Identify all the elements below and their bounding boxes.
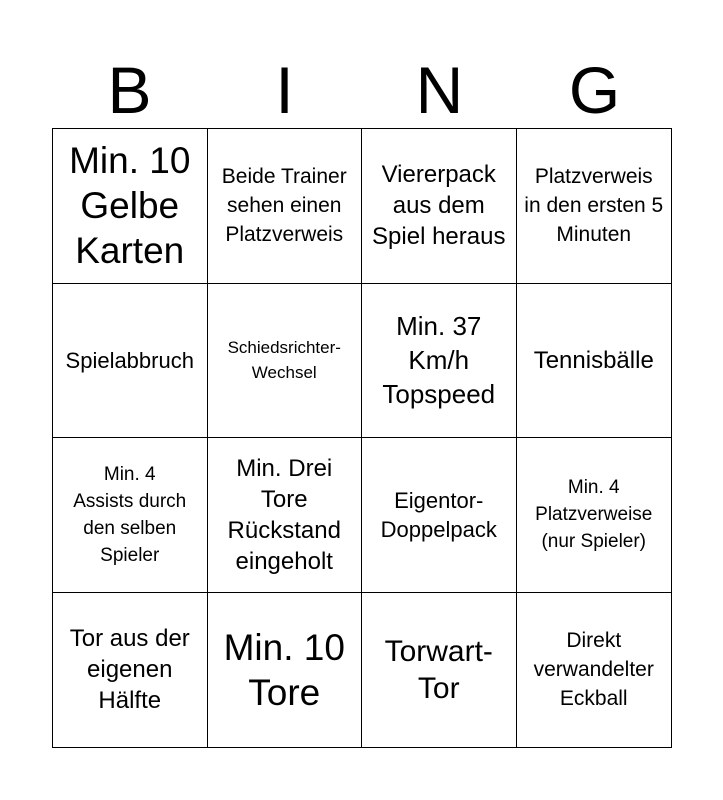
bingo-cell[interactable] bbox=[53, 593, 208, 748]
bingo-cell[interactable] bbox=[517, 284, 672, 439]
header-letter-g: G bbox=[568, 53, 621, 127]
header-letter-b: B bbox=[107, 53, 152, 127]
cell-text: Min. 10 Tore bbox=[223, 626, 345, 713]
cell-text: Min. Drei Tore Rückstand eingeholt bbox=[227, 454, 341, 575]
cell-text: Eigentor-Doppelpack bbox=[380, 487, 497, 542]
bingo-cell[interactable] bbox=[208, 438, 363, 593]
cell-text: Tor aus der eigenen Hälfte bbox=[69, 625, 190, 715]
bingo-cell[interactable] bbox=[208, 593, 363, 748]
bingo-cell[interactable] bbox=[362, 593, 517, 748]
cell-text: Schiedsrichter-Wechsel bbox=[227, 338, 341, 383]
bingo-header bbox=[52, 52, 672, 128]
cell-text: Viererpack aus dem Spiel heraus bbox=[372, 161, 506, 251]
cell-text: Min. 10 Gelbe Karten bbox=[69, 140, 191, 272]
bingo-cell[interactable] bbox=[53, 129, 208, 284]
bingo-cell[interactable] bbox=[362, 438, 517, 593]
cell-text: Torwart-Tor bbox=[384, 634, 493, 705]
cell-text: Spielabbruch bbox=[65, 347, 194, 373]
cell-text: Min. 4 Assists durch den selben Spieler bbox=[73, 463, 187, 566]
header-letter-n: N bbox=[415, 53, 464, 127]
cell-text: Min. 37 Km/h Topspeed bbox=[382, 311, 496, 410]
header-letter-i: I bbox=[275, 53, 294, 127]
bingo-board bbox=[52, 128, 672, 748]
cell-text: Direkt verwandelter Eckball bbox=[533, 629, 654, 711]
cell-text: Platzverweis in den ersten 5 Minuten bbox=[524, 165, 664, 247]
bingo-cell[interactable] bbox=[517, 593, 672, 748]
bingo-cell[interactable] bbox=[208, 129, 363, 284]
cell-text: Min. 4 Platzverweise (nur Spieler) bbox=[535, 477, 653, 553]
bingo-cell[interactable] bbox=[53, 284, 208, 439]
bingo-cell[interactable] bbox=[517, 438, 672, 593]
bingo-cell[interactable] bbox=[53, 438, 208, 593]
cell-text: Beide Trainer sehen einen Platzverweis bbox=[221, 165, 347, 247]
cell-text: Tennisbälle bbox=[533, 346, 654, 374]
bingo-cell[interactable] bbox=[517, 129, 672, 284]
bingo-cell[interactable] bbox=[362, 129, 517, 284]
bingo-cell[interactable] bbox=[208, 284, 363, 439]
bingo-cell[interactable] bbox=[362, 284, 517, 439]
